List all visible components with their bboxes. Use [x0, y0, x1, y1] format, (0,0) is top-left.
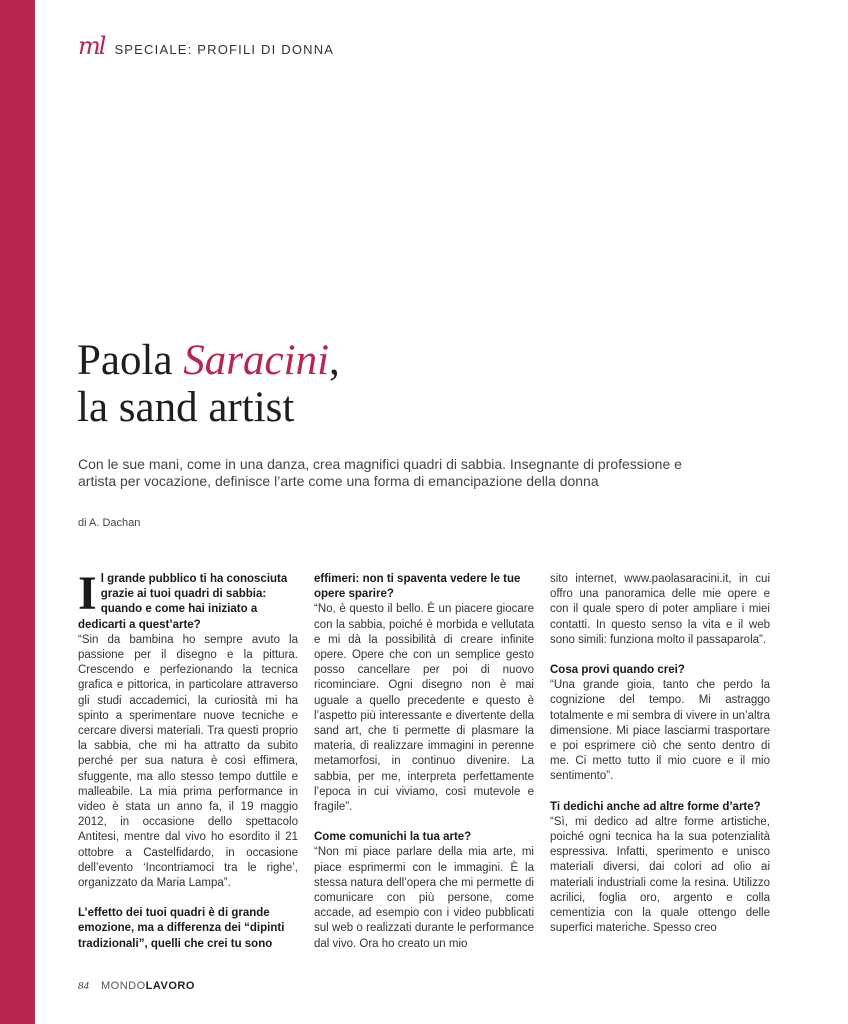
article-byline: di A. Dachan — [78, 517, 141, 529]
title-comma: , — [329, 337, 340, 384]
text-column-2 — [314, 572, 534, 952]
question-1 — [78, 567, 298, 633]
page-number: 84 — [78, 980, 89, 992]
title-first-name: Paola — [77, 337, 184, 384]
question-2: L’effetto dei tuoi quadri è di grande emozione, ma a differenza dei “dipinti tradizionali”, quelli che crei tu sono — [78, 907, 285, 950]
page-footer — [78, 980, 195, 992]
answer-1: “Sin da bambina ho sempre avuto la passione per il disegno e la pittura. Crescendo e perfezionando la tecnica grafica e pittorica, in particolare attraverso gli studi accademici, la curiosità mi ha spinto a sperimentare nuove tecniche e cercare diversi materiali. Tra questi proprio la sabbia, che mi ha attratto da subito perché per sua natura è così effimera, sfuggente, ma allo stesso tempo duttile e malleabile. La mia prima performance in video è stata un anno fa, il 19 maggio 2012, in occasione dello spettacolo Antitesi, mentre dal vivo ho esordito il 21 ottobre a Castelfidardo, in occasione dell’evento ‘Incontriamoci tra le righe’, organizzato da Maria Lampa”. — [78, 633, 298, 890]
question-4: Cosa provi quando crei? — [550, 664, 685, 677]
drop-cap: I — [78, 567, 97, 620]
answer-4: “Una grande gioia, tanto che perdo la cognizione del tempo. Mi astraggo totalmente e mi sembra di vivere in un’altra dimensione. Mi piace lasciarmi trasportare e poi esprimere ciò che sento dentro di me. Ci metto tutto il mio cuore e il mio sentimento”. — [550, 679, 770, 783]
section-label: SPECIALE: PROFILI DI DONNA — [114, 42, 335, 57]
answer-3-continued: sito internet, www.paolasaracini.it, in cui offro una panoramica delle mie opere e con il quale spero di poter ampliare i miei contatti. In questo senso la vita e il web sono simili: funziona molto il passaparola”. — [550, 573, 770, 646]
answer-5: “Sì, mi dedico ad altre forme artistiche, poiché ogni tecnica ha la sua potenzialità espressiva. Infatti, sperimento e unisco materiali diversi, dai colori ad olio ai materiali industriali come la resina. Utilizzo acrilici, foglia oro, argento e colla cementizia con la quale ottengo delle superfici materiche. Spesso creo — [550, 815, 770, 935]
title-line-2: la sand artist — [77, 384, 295, 431]
text-column-1 — [78, 567, 298, 952]
section-header — [78, 34, 334, 58]
question-5: Ti dedichi anche ad altre forme d’arte? — [550, 800, 761, 813]
question-2-continued: effimeri: non ti spaventa vedere le tue opere sparire? — [314, 573, 521, 601]
text-column-3 — [550, 572, 770, 936]
article-title — [77, 337, 340, 431]
footer-brand-mondo: MONDO — [101, 980, 146, 992]
magenta-side-bar — [0, 0, 35, 1024]
title-last-name: Saracini — [183, 337, 330, 384]
article-lead: Con le sue mani, come in una danza, crea magnifici quadri di sabbia. Insegnante di professione e artista per vocazione, definisce l’arte come una forma di emancipazione della donna — [78, 456, 682, 489]
question-1-text: l grande pubblico ti ha conosciuta grazie ai tuoi quadri di sabbia: quando e come hai iniziato a dedicarti a quest’arte? — [78, 573, 288, 631]
footer-brand-lavoro: LAVORO — [145, 980, 195, 992]
magazine-logo: ml — [78, 32, 105, 60]
question-3: Come comunichi la tua arte? — [314, 831, 472, 844]
answer-3: “Non mi piace parlare della mia arte, mi piace esprimermi con le immagini. È la stessa natura dell’opera che mi permette di comunicare con più persone, come accade, ad esempio con i video pubblicati sul web o realizzati durante le performance dal vivo. Ora ho creato un mio — [314, 846, 534, 950]
answer-2: “No, è questo il bello. È un piacere giocare con la sabbia, poiché è morbida e vellutata e mi dà la possibilità di creare infinite opere. Opere che con un semplice gesto posso cancellare per poi di nuovo ricominciare. Ogni disegno non è mai uguale a quello precedente e questo è l’aspetto più interessante e divertente della sand art, che ti permette di plasmare la materia, di realizzare immagini in perenne metamorfosi, in continuo divenire. La sabbia, per me, interpreta perfettamente l’epoca in cui viviamo, così mutevole e fragile”. — [314, 603, 534, 814]
